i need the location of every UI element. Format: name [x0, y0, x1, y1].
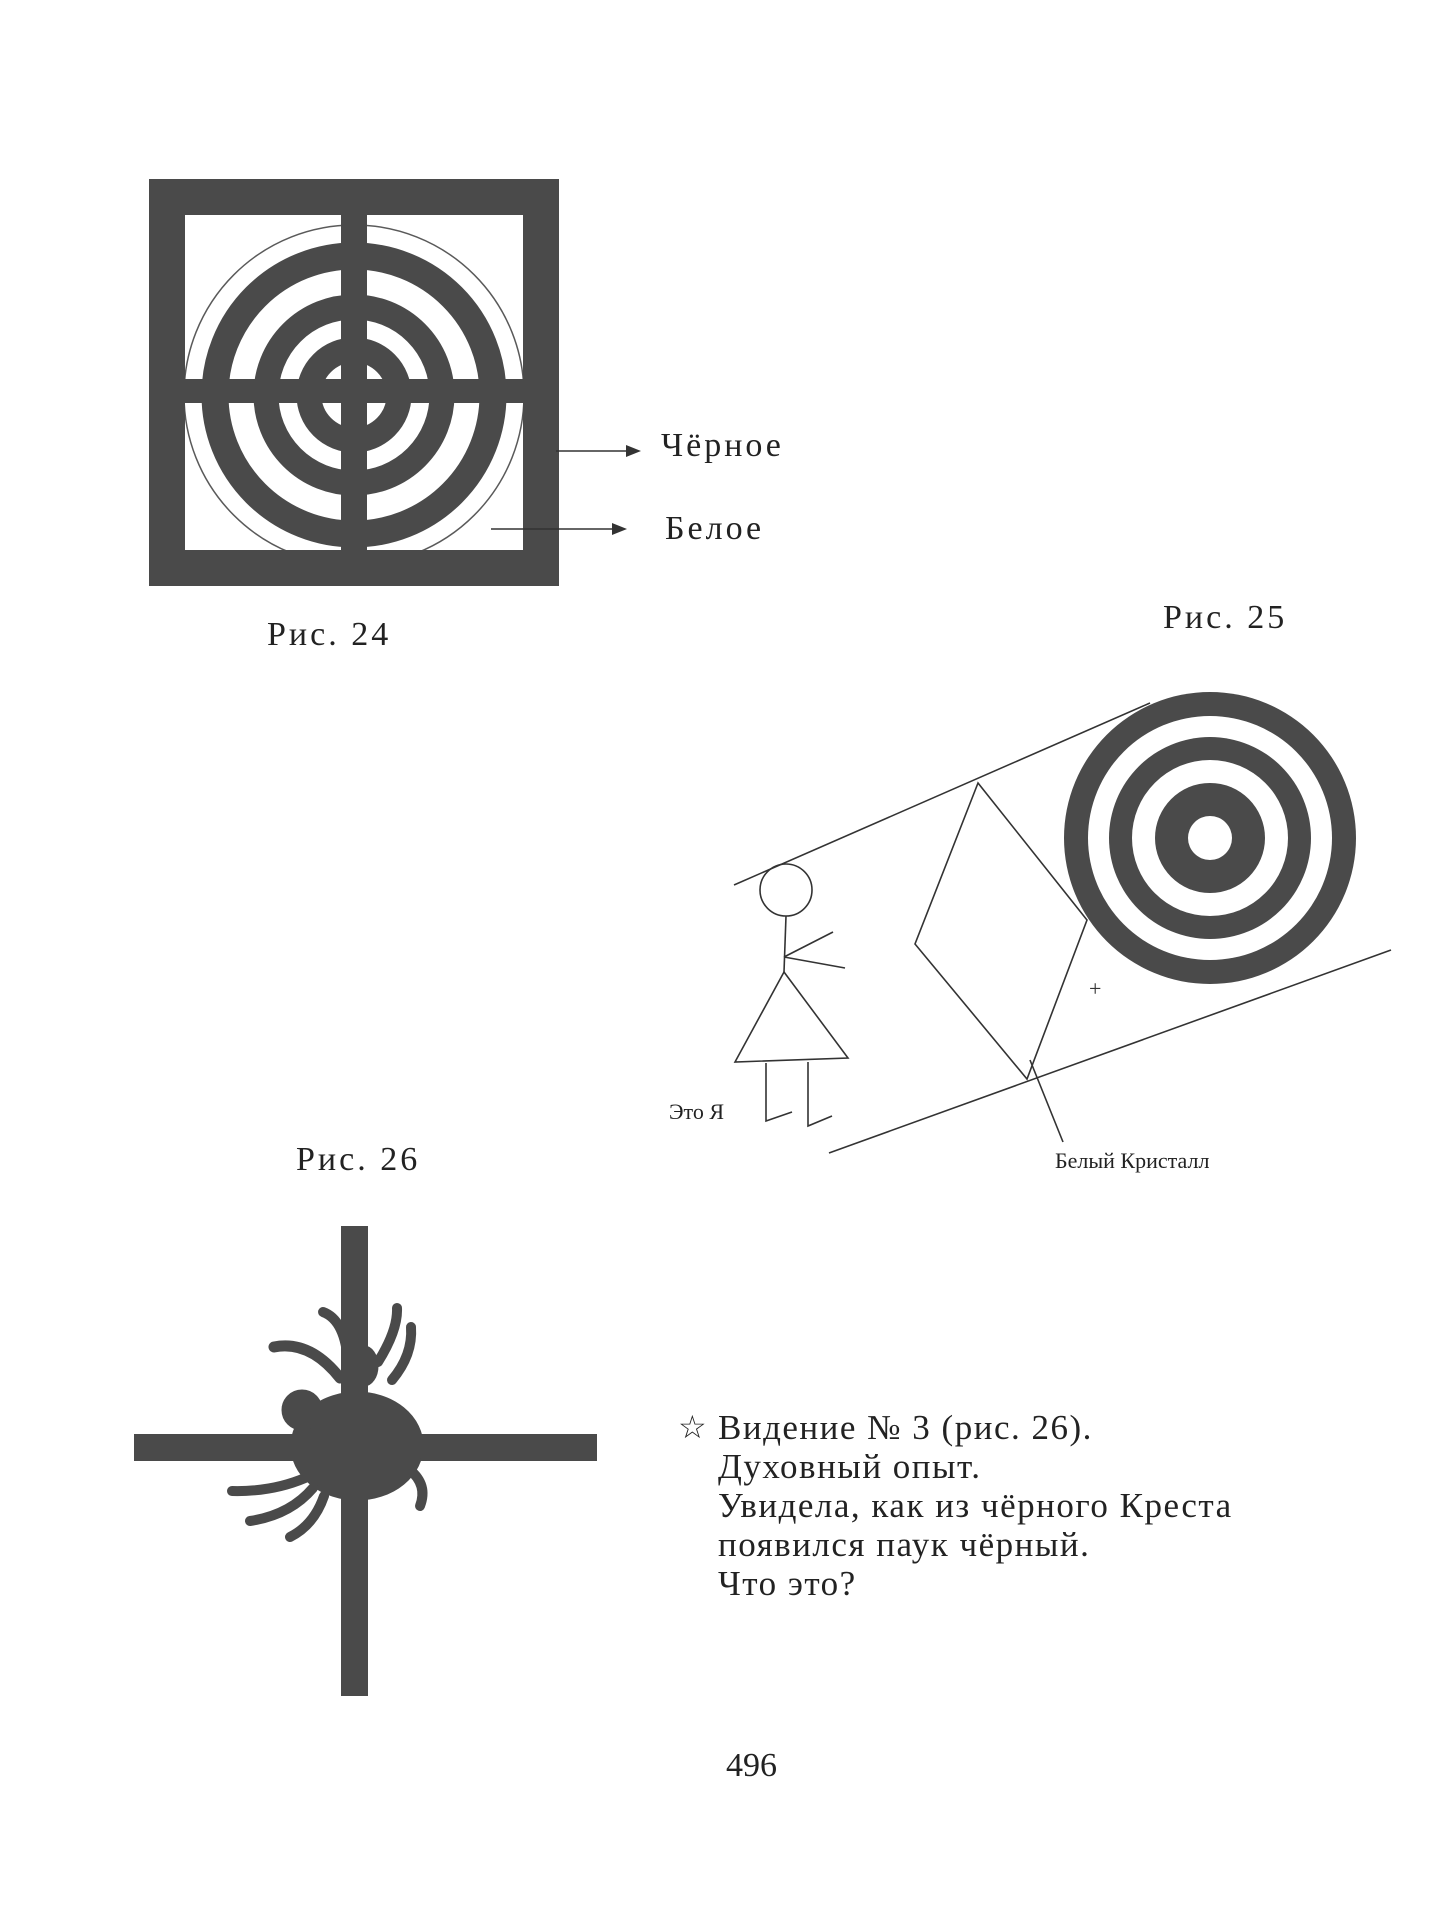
- fig26-spider-neck: [350, 1346, 378, 1386]
- vision-line: появился паук чёрный.: [718, 1525, 1091, 1564]
- caption-fig24: Рис. 24: [267, 616, 392, 653]
- page-number: 496: [726, 1747, 777, 1784]
- vision-line: Видение № 3 (рис. 26).: [718, 1408, 1093, 1447]
- fig25-mark: +: [1089, 976, 1102, 1001]
- star-bullet-icon: ☆: [678, 1409, 709, 1445]
- fig26-spider-head: [282, 1390, 322, 1430]
- label-crystal: Белый Кристалл: [1055, 1148, 1210, 1173]
- fig26-spider-leg: [274, 1346, 340, 1378]
- fig26-spider: [232, 1308, 423, 1537]
- fig26-spider-leg: [410, 1470, 422, 1506]
- fig26-spider-leg: [378, 1308, 397, 1362]
- caption-fig26: Рис. 26: [296, 1141, 421, 1178]
- vision-note: [678, 1408, 1233, 1603]
- vision-line: Увидела, как из чёрного Креста: [718, 1486, 1233, 1525]
- label-white: Белое: [665, 510, 765, 547]
- label-black: Чёрное: [661, 427, 784, 464]
- vision-line: Духовный опыт.: [718, 1447, 982, 1486]
- caption-fig25: Рис. 25: [1163, 599, 1288, 636]
- fig26-spider-leg: [232, 1478, 305, 1491]
- label-me: Это Я: [669, 1099, 725, 1124]
- vision-line: Что это?: [718, 1564, 857, 1603]
